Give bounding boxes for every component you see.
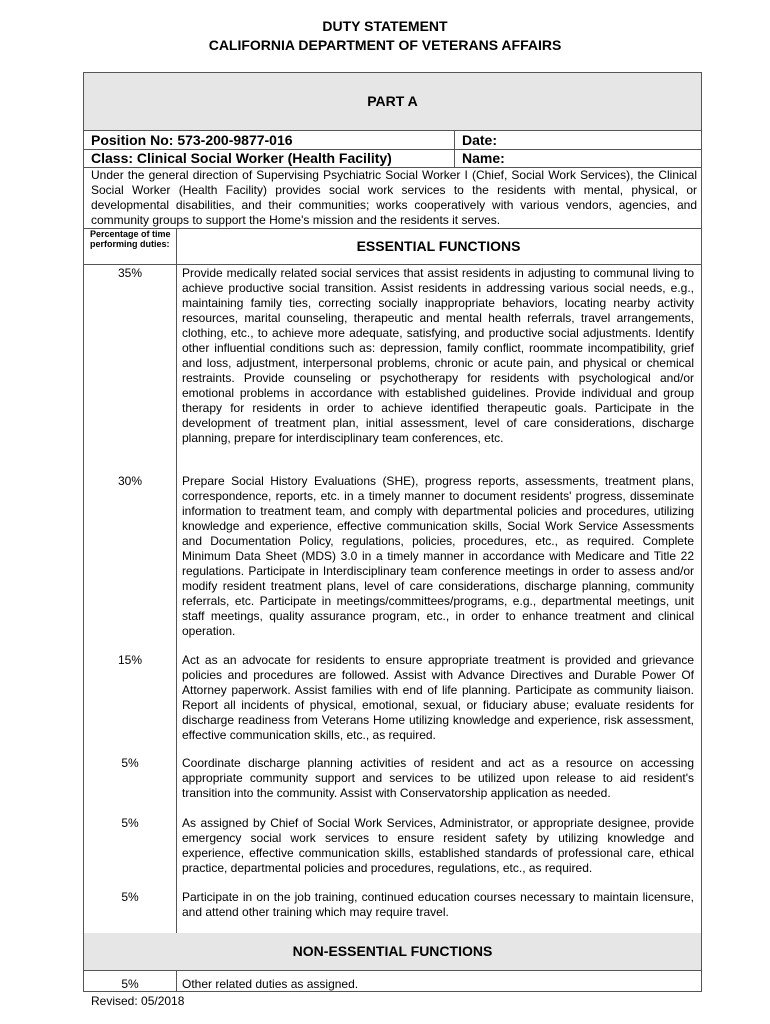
duty-percentage: 15% xyxy=(117,653,143,667)
duty-percentage: 5% xyxy=(121,816,139,830)
nonessential-description: Other related duties as assigned. xyxy=(182,977,359,991)
document-title: DUTY STATEMENT xyxy=(322,18,448,34)
duty-description: Prepare Social History Evaluations (SHE), progress reports, assessments, treatment plans, correspondence, reports, etc. in a timely manner to document residents' progress, disseminate information to treatment team, and comply with departmental policies and procedures, utilizing knowledge and experience, effective communication skills, Social Work Service Assessments and Documentation Policy, regulations, policies, procedures, etc., as required. Complete Minimum Data Sheet (MDS) 3.0 in a timely manner in accordance with Medicare and Title 22 regulations. Participate in Interdisciplinary team conference meetings in order to assess and/or modify resident treatment plans, level of care considerations, discharge planning, community referrals, etc. Participate in meetings/committees/programs, e.g., departmental meetings, unit staff meetings, quality assurance program, etc., in order to enhance treatment and clinical operation. xyxy=(182,474,694,638)
part-a-heading: PART A xyxy=(84,73,701,130)
duty-percentage: 30% xyxy=(117,474,143,488)
duty-description: Provide medically related social services that assist residents in adjusting to communal living to achieve productive social transition. Assist residents in addressing various social needs, e.g., maintaining family ties, correcting socially inappropriate behaviors, locating nearby activity resources, marital counseling, therapeutic and mental health referrals, travel arrangements, clothing, etc., to achieve more adequate, satisfying, and productive social adjustments. Identify other influential conditions such as: depression, family conflict, roommate incompatibility, grief and loss, adjustment, interpersonal problems, chronic or acute pain, and physical or chemical restraints. Provide counseling or psychotherapy for residents with psychological and/or emotional problems in accordance with established guidelines. Provide individual and group therapy for residents in order to achieve identified therapeutic goals. Participate in the development of treatment plan, initial assessment, level of care considerations, discharge planning, prepare for interdisciplinary team conferences, etc. xyxy=(182,266,694,445)
essential-functions-heading: ESSENTIAL FUNCTIONS xyxy=(356,238,521,254)
duty-description: Participate in on the job training, continued education courses necessary to maintain licensure, and attend other training which may require travel. xyxy=(182,890,694,919)
non-essential-functions-heading: NON-ESSENTIAL FUNCTIONS xyxy=(84,933,701,970)
date-label: Date: xyxy=(462,132,498,148)
percentage-column-label: Percentage of time performing duties: xyxy=(90,229,171,249)
duty-percentage: 5% xyxy=(121,890,139,904)
class-title: Class: Clinical Social Worker (Health Facility) xyxy=(91,150,392,166)
nonessential-percentage: 5% xyxy=(121,977,139,991)
revision-date: Revised: 05/2018 xyxy=(91,994,185,1008)
duty-description: Act as an advocate for residents to ensure appropriate treatment is provided and grievance policies and procedures are followed. Assist with Advance Directives and Durable Power Of Attorney paperwork. Assist families with end of life planning. Participate as community liaison. Report all incidents of physical, emotional, sexual, or fiduciary abuse; evaluate residents for discharge readiness from Veterans Home utilizing knowledge and experience, risk assessment, effective communication skills, etc., as required. xyxy=(182,653,694,742)
position-summary: Under the general direction of Supervising Psychiatric Social Worker I (Chief, Social Work Services), the Clinical Social Worker (Health Facility) provides social work services to the residents with mental, physical, or developmental disabilities, and their communities; works cooperatively with various vendors, agencies, and community groups to support the Home's mission and the residents it serves. xyxy=(91,168,697,227)
position-number: Position No: 573-200-9877-016 xyxy=(91,132,293,148)
name-label: Name: xyxy=(462,150,505,166)
department-name: CALIFORNIA DEPARTMENT OF VETERANS AFFAIRS xyxy=(208,37,562,53)
duty-statement-table xyxy=(83,72,702,992)
duty-percentage: 35% xyxy=(117,266,143,280)
duty-description: As assigned by Chief of Social Work Services, Administrator, or appropriate designee, provide emergency social work services to ensure resident safety by utilizing knowledge and experience, effective communication skills, established standards of professional care, ethical practice, departmental policies and procedures, regulations, etc., as required. xyxy=(182,816,694,875)
duty-percentage: 5% xyxy=(121,756,139,770)
duty-description: Coordinate discharge planning activities of resident and act as a resource on accessing appropriate community support and services to be utilized upon release to aid resident's transition into the community. Assist with Conservatorship application as needed. xyxy=(182,756,694,800)
